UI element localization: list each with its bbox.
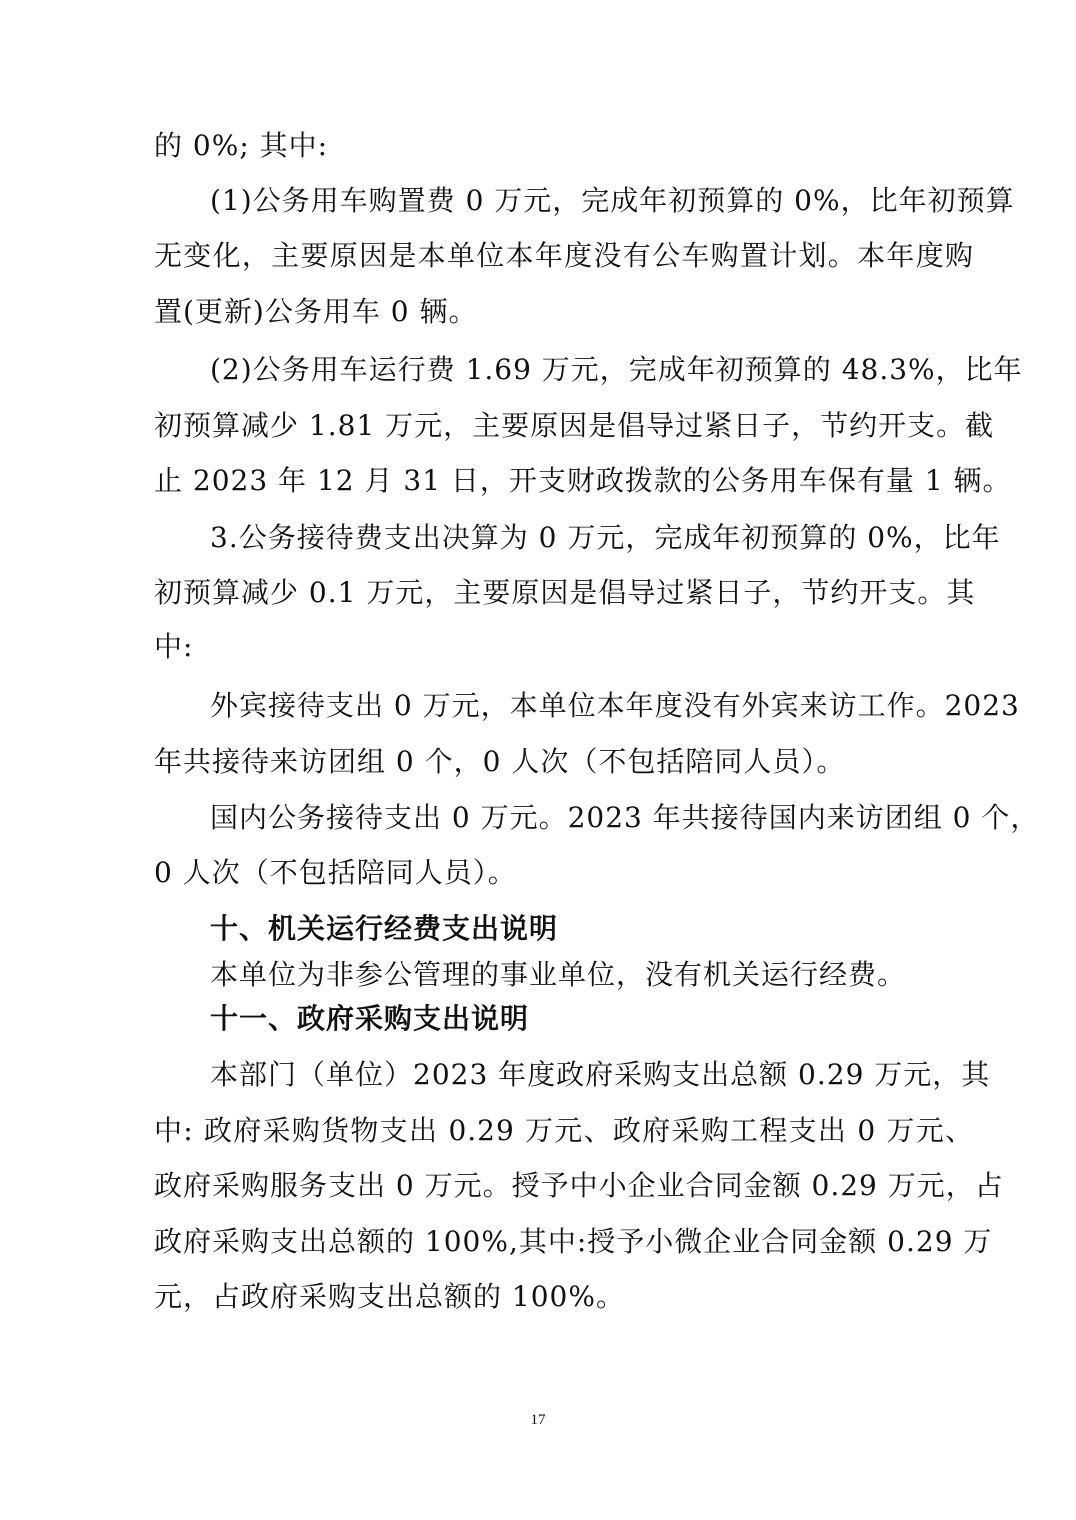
text-line: 外宾接待支出 0 万元，本单位本年度没有外宾来访工作。2023 (210, 689, 1020, 722)
text-line: 置(更新)公务用车 0 辆。 (154, 295, 478, 328)
text-line: 中: (154, 630, 194, 663)
text-line: 政府采购服务支出 0 万元。授予中小企业合同金额 0.29 万元，占 (154, 1169, 1004, 1202)
text-line: (2)公务用车运行费 1.69 万元，完成年初预算的 48.3%，比年 (210, 353, 1023, 386)
text-line: 元，占政府采购支出总额的 100%。 (154, 1280, 625, 1313)
text-line: 年共接待来访团组 0 个，0 人次（不包括陪同人员）。 (154, 745, 846, 778)
text-line: 初预算减少 0.1 万元，主要原因是倡导过紧日子，节约开支。其 (154, 576, 976, 609)
section-heading: 十一、政府采购支出说明 (210, 1002, 530, 1035)
text-line: (1)公务用车购置费 0 万元，完成年初预算的 0%，比年初预算 (210, 184, 1015, 217)
text-line: 的 0%; 其中: (154, 129, 329, 162)
text-line: 中: 政府采购货物支出 0.29 万元、政府采购工程支出 0 万元、 (154, 1114, 974, 1147)
text-line: 初预算减少 1.81 万元，主要原因是倡导过紧日子，节约开支。截 (154, 409, 995, 442)
text-line: 止 2023 年 12 月 31 日，开支财政拨款的公务用车保有量 1 辆。 (154, 464, 1012, 497)
text-line: 本部门（单位）2023 年度政府采购支出总额 0.29 万元，其 (210, 1058, 991, 1091)
text-line: 国内公务接待支出 0 万元。2023 年共接待国内来访团组 0 个， (210, 801, 1040, 834)
text-line: 政府采购支出总额的 100%,其中:授予小微企业合同金额 0.29 万 (154, 1225, 993, 1258)
text-line: 无变化，主要原因是本单位本年度没有公车购置计划。本年度购 (154, 239, 974, 272)
text-line: 本单位为非参公管理的事业单位，没有机关运行经费。 (210, 958, 907, 991)
section-heading: 十、机关运行经费支出说明 (210, 912, 559, 945)
text-line: 3.公务接待费支出决算为 0 万元，完成年初预算的 0%，比年 (210, 521, 1001, 554)
page-number: 17 (530, 1412, 546, 1428)
text-line: 0 人次（不包括陪同人员）。 (154, 856, 517, 889)
